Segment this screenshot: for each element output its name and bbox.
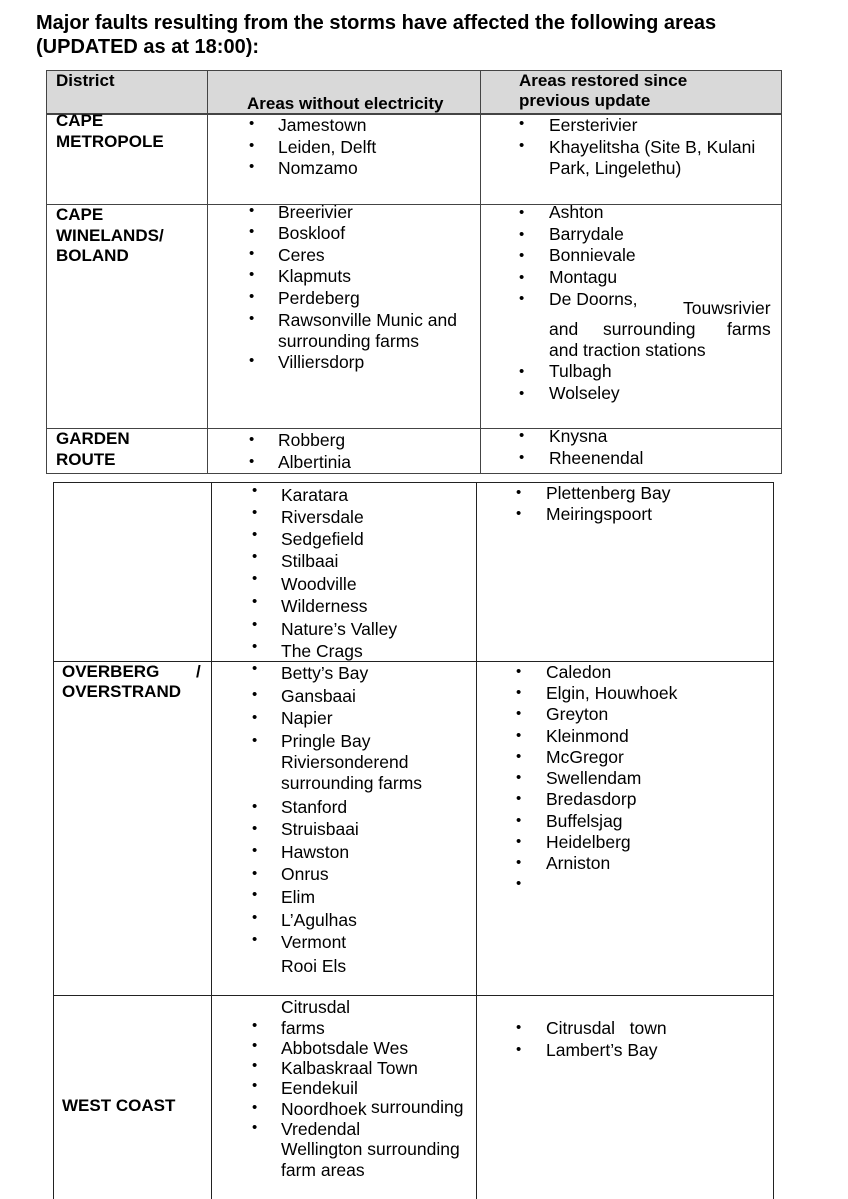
list-item: Knysna (549, 426, 608, 446)
district-header: District (56, 71, 115, 90)
list-item: Touwsrivier (683, 298, 771, 318)
list-item: Kleinmond (546, 726, 629, 746)
list-item: Riversdale (281, 507, 364, 527)
list-item: surrounding (603, 319, 696, 339)
list-item: Gansbaai (281, 686, 356, 706)
list-item: Klapmuts (278, 266, 351, 286)
list-item: surrounding farms (281, 773, 423, 793)
list-item: Barrydale (549, 224, 624, 244)
list-item: farms (727, 319, 771, 339)
list-item: Villiersdorp (278, 352, 365, 372)
list-item: Elim (281, 887, 316, 907)
list-item: farm areas (281, 1160, 365, 1180)
list-item: Nature’s Valley (281, 619, 398, 639)
list-item: Caledon (546, 662, 612, 682)
list-item: Sedgefield (281, 529, 364, 549)
list-item: and traction stations (549, 340, 706, 360)
list-item: surrounding (371, 1097, 464, 1117)
list-item: Onrus (281, 864, 329, 884)
list-item: Noordhoek (281, 1099, 367, 1119)
district-garden-route: GARDEN ROUTE (56, 429, 130, 469)
list-item: Buffelsjag (546, 811, 623, 831)
list-item: Perdeberg (278, 288, 360, 308)
list-item: Robberg (278, 430, 346, 450)
list-item: Betty’s Bay (281, 663, 369, 683)
list-item: Woodville (281, 574, 357, 594)
list-item: Jamestown (278, 115, 367, 135)
list-item: Swellendam (546, 768, 642, 788)
list-item: Leiden, Delft (278, 137, 377, 157)
list-item: Wolseley (549, 383, 620, 403)
list-item: Struisbaai (281, 819, 359, 839)
list-item: Bredasdorp (546, 789, 637, 809)
list-item: Stilbaai (281, 551, 339, 571)
list-item: Nomzamo (278, 158, 358, 178)
list-item: Rawsonville Munic and (278, 310, 457, 330)
list-item: Lambert’s Bay (546, 1040, 658, 1060)
list-item: Citrusdal (281, 997, 351, 1017)
restored-header-line-2: previous update (519, 91, 651, 110)
title-line-1: Major faults resulting from the storms have affected the following areas (36, 12, 717, 34)
list-item: Heidelberg (546, 832, 631, 852)
list-item: Citrusdal town (546, 1018, 667, 1038)
list-item: Albertinia (278, 452, 351, 472)
list-item: Stanford (281, 797, 348, 817)
list-item: Greyton (546, 704, 609, 724)
restored-header-line-1: Areas restored since (519, 71, 688, 90)
list-item: surrounding farms (278, 331, 420, 351)
list-item: Vermont (281, 932, 347, 952)
list-item: The Crags (281, 641, 363, 661)
list-item: Hawston (281, 842, 350, 862)
list-item: Eendekuil (281, 1078, 358, 1098)
list-item: Boskloof (278, 223, 346, 243)
list-item: Vredendal (281, 1119, 361, 1139)
list-item: Rooi Els (281, 956, 347, 976)
list-item: and (549, 319, 579, 339)
list-item: Park, Lingelethu) (549, 158, 682, 178)
list-item: L’Agulhas (281, 910, 357, 930)
list-item: Breerivier (278, 202, 353, 222)
list-item: Meiringspoort (546, 504, 653, 524)
list-item: Karatara (281, 485, 349, 505)
title-line-2: (UPDATED as at 18:00): (36, 36, 260, 58)
list-item: Khayelitsha (Site B, Kulani (549, 137, 756, 157)
list-item: McGregor (546, 747, 624, 767)
list-item: Tulbagh (549, 361, 612, 381)
list-item: Eersterivier (549, 115, 638, 135)
list-item: Riviersonderend (281, 752, 409, 772)
list-item: Ceres (278, 245, 325, 265)
list-item: Abbotsdale Wes (281, 1038, 409, 1058)
district-west-coast: WEST COAST (62, 1096, 176, 1115)
list-item: Arniston (546, 853, 611, 873)
list-item: Pringle Bay (281, 731, 371, 751)
list-item: Rheenendal (549, 448, 644, 468)
list-item: Wellington surrounding (281, 1139, 460, 1159)
list-item: farms (281, 1018, 325, 1038)
list-item: Elgin, Houwhoek (546, 683, 678, 703)
district-cape-winelands: CAPE WINELANDS/ BOLAND (56, 205, 164, 265)
list-item: Wilderness (281, 596, 368, 616)
list-item: Plettenberg Bay (546, 483, 671, 503)
without-electricity-header: Areas without electricity (247, 94, 444, 113)
list-item: Montagu (549, 267, 618, 287)
list-item: Bonnievale (549, 245, 636, 265)
list-item: De Doorns, (549, 289, 638, 309)
page-title (36, 11, 716, 59)
list-item: Ashton (549, 202, 604, 222)
list-item: Napier (281, 708, 333, 728)
district-cape-metropole: CAPE METROPOLE (56, 111, 164, 151)
list-item-empty: • (516, 875, 522, 892)
list-item: Kalbaskraal Town (281, 1058, 418, 1078)
